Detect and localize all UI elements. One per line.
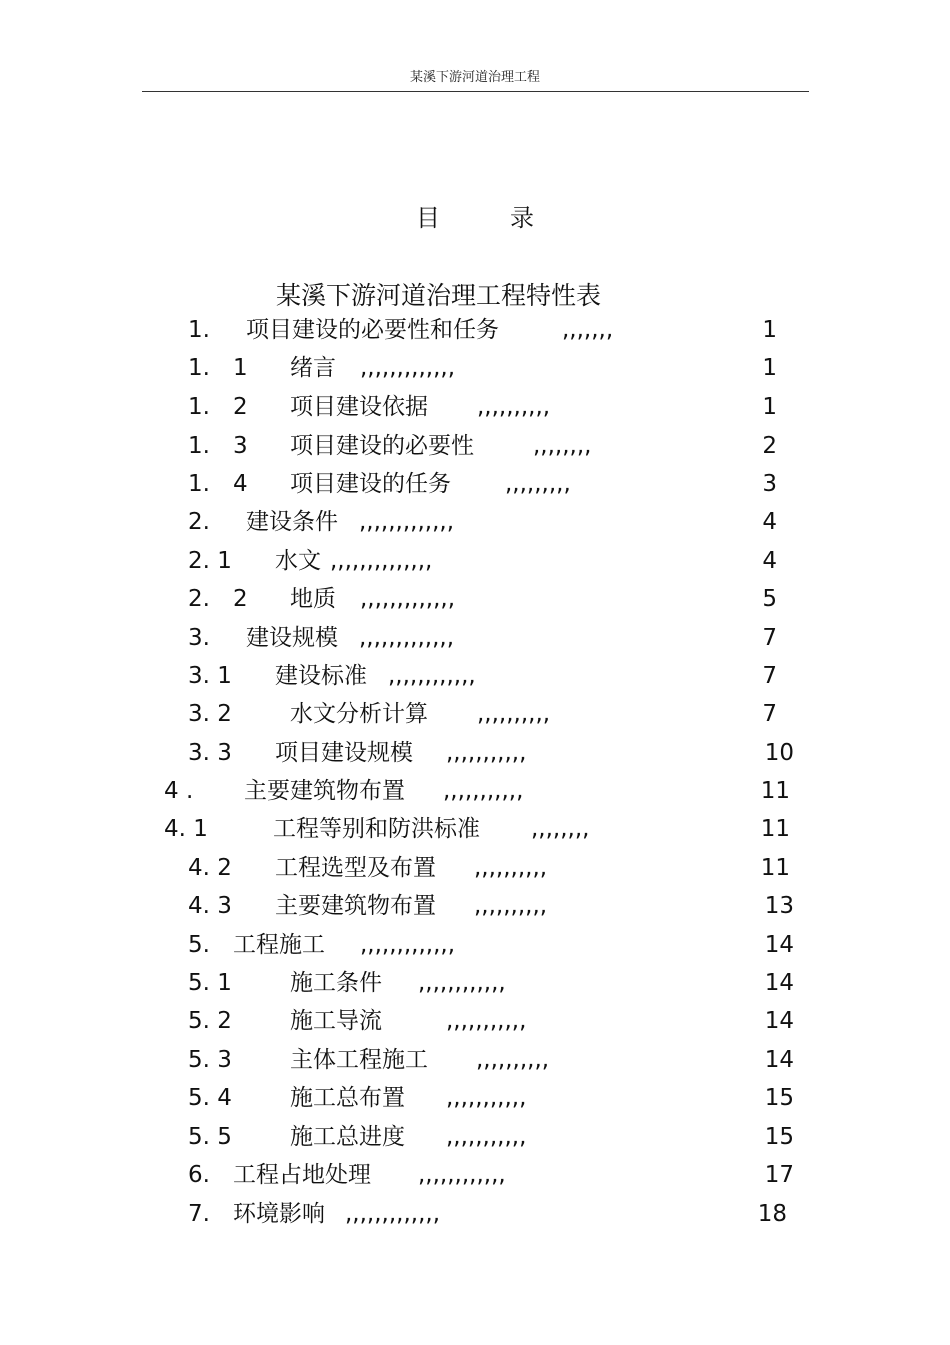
entry-leader: ,,,,,,,,,,,,, [360,586,456,612]
entry-page: 18 [757,1201,787,1227]
entry-leader: ,,,,,,,,,, [477,394,551,420]
entry-page: 14 [764,1047,794,1073]
entry-title: 水文 [275,548,321,574]
entry-number: 3. 1 [188,663,232,689]
entry-number: 2. [188,509,210,535]
entry-page: 11 [760,855,790,881]
toc-heading-right: 录 [510,204,534,232]
toc-entry[interactable] [0,505,790,539]
entry-title: 主要建筑物布置 [244,778,405,804]
entry-number: 5. 2 [188,1008,232,1034]
entry-number: 1. 1 [188,355,248,381]
entry-leader: ,,,,,,,,,,,, [418,970,506,996]
entry-title: 建设条件 [246,509,338,535]
entry-leader: ,,,,,,,,,,, [446,1085,527,1111]
entry-leader: ,,,,,,,,,, [477,701,551,727]
entry-page: 3 [762,471,777,497]
entry-number: 5. 1 [188,970,232,996]
entry-title: 工程占地处理 [233,1162,371,1188]
entry-title: 工程施工 [233,932,325,958]
entry-page: 7 [762,663,777,689]
entry-leader: ,,,,,,,,,, [476,1047,550,1073]
entry-leader: ,,,,,,,,,,,, [418,1162,506,1188]
entry-page: 15 [764,1085,794,1111]
entry-page: 14 [764,1008,794,1034]
entry-page: 17 [764,1162,794,1188]
entry-title: 地质 [290,586,336,612]
entry-number: 1. 2 [188,394,248,420]
entry-number: 7. [188,1201,210,1227]
entry-page: 11 [760,778,790,804]
entry-page: 4 [762,548,777,574]
entry-leader: ,,,,,,,,,,,,, [359,625,455,651]
entry-leader: ,,,,,,, [562,317,614,343]
toc-entry[interactable] [0,928,797,962]
entry-title: 施工条件 [290,970,382,996]
entry-title: 项目建设依据 [290,394,428,420]
entry-number: 3. 2 [188,701,232,727]
entry-page: 1 [762,394,777,420]
entry-number: 5. 3 [188,1047,232,1073]
entry-number: 5. 4 [188,1085,232,1111]
toc-entry[interactable] [0,889,797,923]
header-divider [142,91,809,92]
entry-title: 项目建设的任务 [290,471,451,497]
entry-number: 5. 5 [188,1124,232,1150]
toc-entry[interactable] [0,621,790,655]
entry-leader: ,,,,,,,, [533,433,592,459]
toc-heading [0,198,950,233]
entry-title: 主体工程施工 [290,1047,428,1073]
toc-entry[interactable] [0,659,790,693]
entry-number: 1. 3 [188,433,248,459]
toc-entry[interactable] [0,351,790,385]
entry-number: 2. 2 [188,586,248,612]
toc-entry[interactable] [0,1197,790,1231]
entry-page: 7 [762,625,777,651]
entry-number: 3. [188,625,210,651]
entry-number: 4. 1 [164,816,208,842]
entry-page: 11 [760,816,790,842]
entry-title: 施工导流 [290,1008,382,1034]
entry-title: 项目建设规模 [275,740,413,766]
entry-leader: ,,,,,,,,,,,,, [360,355,456,381]
entry-leader: ,,,,,,,,,,,,, [360,932,456,958]
toc-entry[interactable] [0,467,790,501]
toc-entry[interactable] [0,812,797,846]
entry-number: 2. 1 [188,548,232,574]
toc-entry[interactable] [0,774,797,808]
entry-number: 1. [188,317,210,343]
entry-number: 3. 3 [188,740,232,766]
entry-number: 4. 2 [188,855,232,881]
entry-page: 1 [762,317,777,343]
entry-title: 建设标准 [275,663,367,689]
toc-entry[interactable] [0,1158,797,1192]
entry-leader: ,,,,,,,,,,, [446,1124,527,1150]
entry-number: 4. 3 [188,893,232,919]
toc-entry[interactable] [0,390,790,424]
entry-title: 绪言 [290,355,336,381]
toc-entry[interactable] [0,582,790,616]
entry-page: 7 [762,701,777,727]
entry-leader: ,,,,,,,,,, [474,893,548,919]
toc-entry[interactable] [0,736,797,770]
toc-heading-left: 目 [416,204,440,232]
entry-number: 5. [188,932,210,958]
entry-title: 施工总进度 [290,1124,405,1150]
toc-entry[interactable] [0,1004,797,1038]
entry-page: 5 [762,586,777,612]
entry-title: 项目建设的必要性 [290,433,474,459]
toc-entry[interactable] [0,1120,797,1154]
entry-leader: ,,,,,,,,,,,, [388,663,476,689]
toc-entry[interactable] [0,544,790,578]
toc-entry[interactable] [0,851,797,885]
entry-title: 建设规模 [246,625,338,651]
entry-number: 4 . [164,778,194,804]
entry-leader: ,,,,,,,,,,, [446,740,527,766]
toc-entry[interactable] [0,697,790,731]
entry-leader: ,,,,,,,,,,,,, [359,509,455,535]
entry-page: 13 [764,893,794,919]
entry-page: 14 [764,932,794,958]
toc-entry[interactable] [0,313,790,347]
entry-title: 环境影响 [233,1201,325,1227]
entry-title: 主要建筑物布置 [275,893,436,919]
entry-leader: ,,,,,,,,,,,,,, [330,548,433,574]
entry-title: 施工总布置 [290,1085,405,1111]
entry-leader: ,,,,,,,, [531,816,590,842]
entry-leader: ,,,,,,,,,, [474,855,548,881]
entry-title: 项目建设的必要性和任务 [246,317,499,343]
running-header: 某溪下游河道治理工程 [409,70,540,85]
entry-page: 14 [764,970,794,996]
toc-entry[interactable] [0,1081,797,1115]
entry-page: 4 [762,509,777,535]
entry-title: 工程选型及布置 [275,855,436,881]
entry-title: 水文分析计算 [290,701,428,727]
toc-entry[interactable] [0,429,790,463]
toc-subtitle[interactable]: 某溪下游河道治理工程特性表 [276,281,602,310]
toc-entry[interactable] [0,966,797,1000]
entry-title: 工程等别和防洪标准 [273,816,480,842]
entry-leader: ,,,,,,,,,,, [446,1008,527,1034]
toc-entry[interactable] [0,1043,797,1077]
entry-page: 10 [764,740,794,766]
entry-leader: ,,,,,,,,,,, [443,778,524,804]
entry-leader: ,,,,,,,,, [505,471,571,497]
entry-page: 1 [762,355,777,381]
entry-page: 15 [764,1124,794,1150]
entry-page: 2 [762,433,777,459]
entry-number: 1. 4 [188,471,248,497]
entry-leader: ,,,,,,,,,,,,, [345,1201,441,1227]
entry-number: 6. [188,1162,210,1188]
